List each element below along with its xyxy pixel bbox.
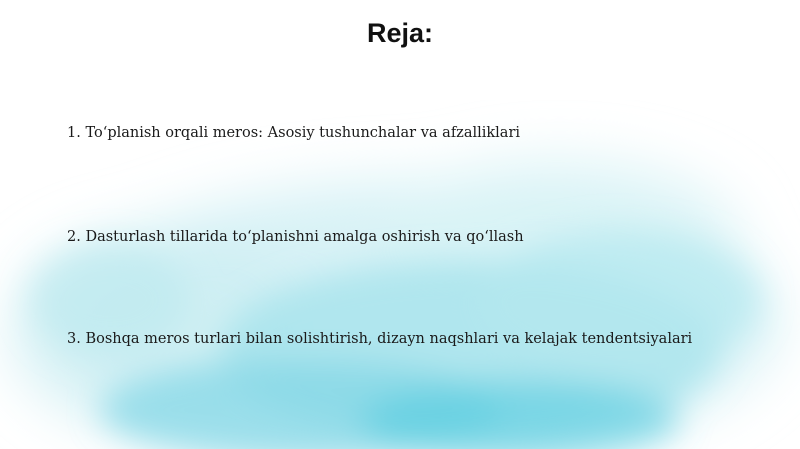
slide-title: Reja: xyxy=(366,18,434,48)
plan-item-1: 1. To‘planish orqali meros: Asosiy tushunchalar va afzalliklari xyxy=(67,125,521,141)
plan-item-2: 2. Dasturlash tillarida to‘planishni amalga oshirish va qo‘llash xyxy=(67,229,524,245)
plan-item-3: 3. Boshqa meros turlari bilan solishtirish, dizayn naqshlari va kelajak tendentsiyalari xyxy=(67,331,693,347)
